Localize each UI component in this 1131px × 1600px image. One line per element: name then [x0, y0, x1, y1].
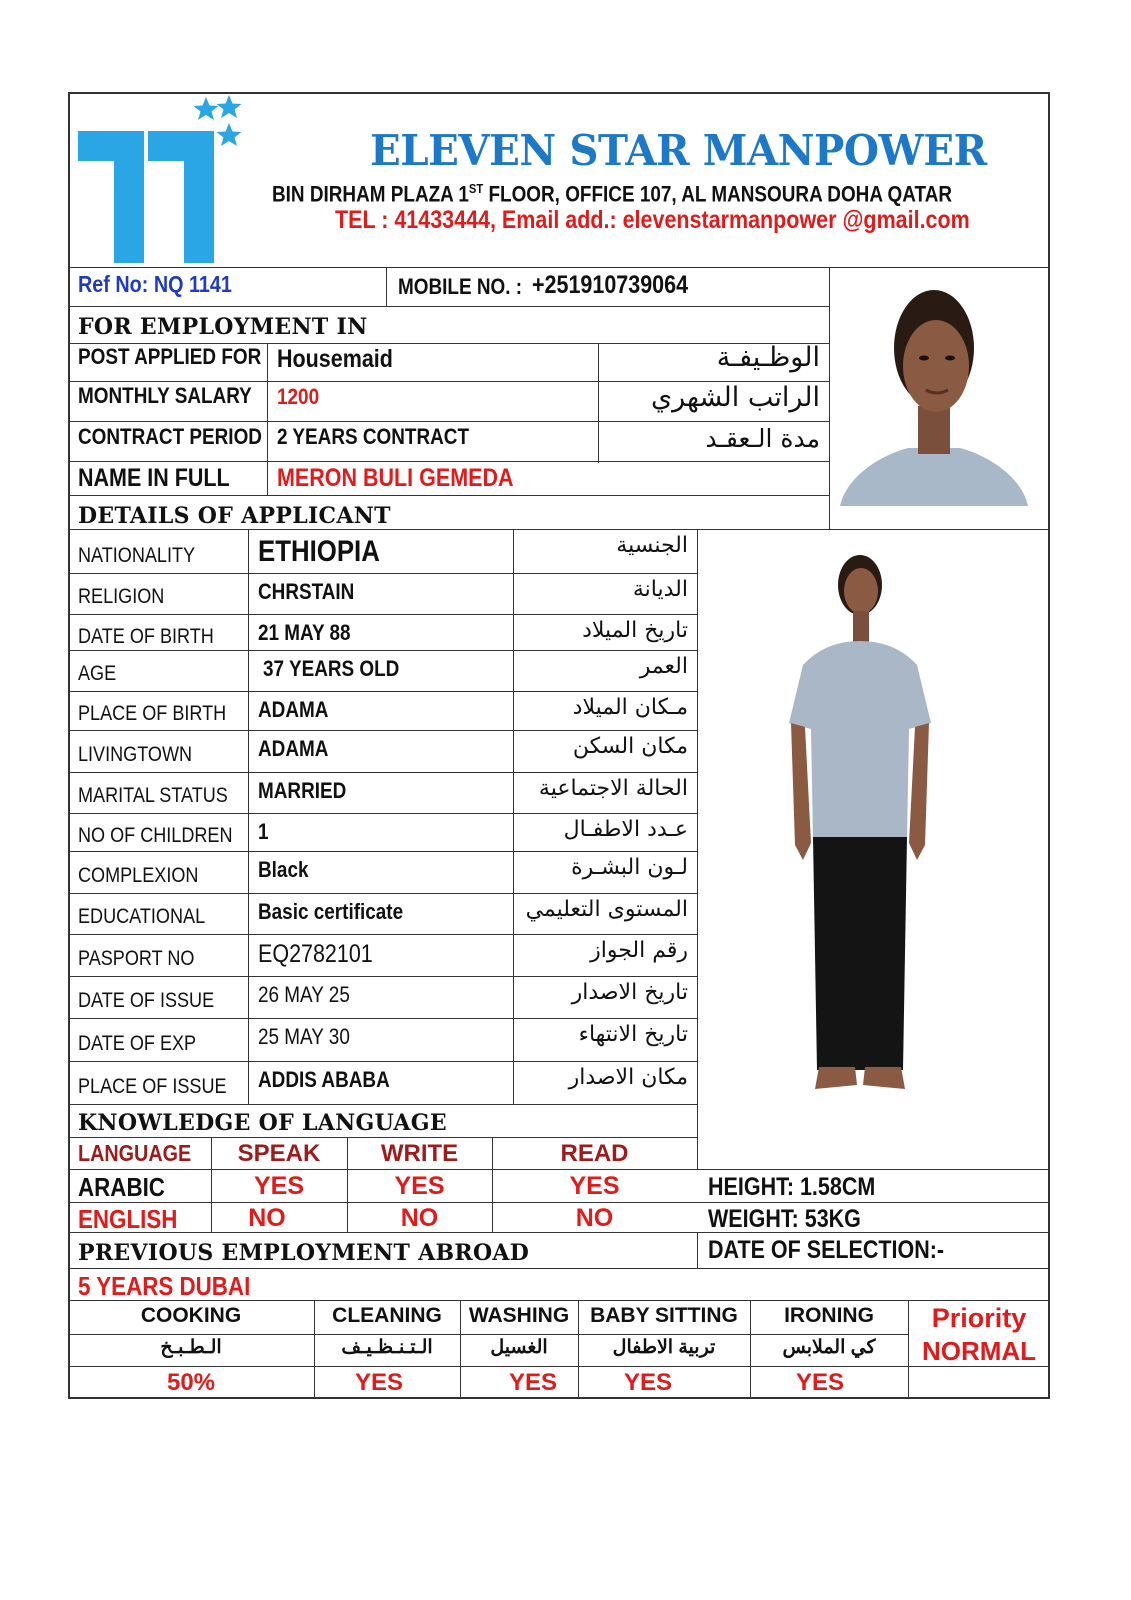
date-of-selection: DATE OF SELECTION:-: [708, 1236, 945, 1264]
address-sup: ST: [468, 181, 484, 196]
detail-children-arabic: عـدد الاطفـال: [563, 817, 688, 842]
star-icon: [194, 97, 219, 120]
height-value: HEIGHT: 1.58CM: [708, 1173, 876, 1201]
fullname-value: MERON BULI GEMEDA: [277, 464, 514, 492]
language-heading: KNOWLEDGE OF LANGUAGE: [78, 1110, 447, 1136]
company-logo: [76, 95, 246, 270]
contract-arabic: مدة الـعقـد: [705, 424, 820, 453]
address-pre: BIN DIRHAM PLAZA 1: [272, 181, 469, 207]
detail-marital-status-value: MARRIED: [258, 778, 347, 803]
detail-livingtown-value: ADAMA: [258, 736, 329, 761]
detail-date-of-issue-value: 26 MAY 25: [258, 982, 350, 1007]
skill-ironing-arabic: كي الملابس: [782, 1337, 876, 1358]
detail-place-of-birth-value: ADAMA: [258, 697, 329, 722]
contract-value: 2 YEARS CONTRACT: [277, 424, 470, 449]
lang-header-speak: SPEAK: [237, 1140, 321, 1167]
skill-cleaning-value: YES: [354, 1369, 404, 1396]
detail-complexion-label: COMPLEXION: [78, 864, 199, 887]
skill-washing-value: YES: [508, 1369, 558, 1396]
detail-place-of-issue-label: PLACE OF ISSUE: [78, 1075, 227, 1098]
detail-age-label: AGE: [78, 662, 117, 685]
previous-value: 5 YEARS DUBAI: [78, 1271, 251, 1301]
star-icon: [217, 123, 242, 146]
lang-arabic-write: YES: [394, 1172, 445, 1200]
fullname-label: NAME IN FULL: [78, 464, 230, 492]
post-label: POST APPLIED FOR: [78, 344, 262, 369]
mobile-label: MOBILE NO. :: [398, 274, 523, 299]
detail-religion-label: RELIGION: [78, 585, 165, 608]
company-name: ELEVEN STAR MANPOWER: [370, 126, 987, 175]
detail-dob-arabic: تاريخ الميلاد: [582, 618, 688, 643]
detail-place-of-birth-label: PLACE OF BIRTH: [78, 702, 227, 725]
detail-nationality-arabic: الجنسية: [616, 533, 688, 558]
lang-english: ENGLISH: [78, 1204, 178, 1234]
skill-cleaning-label: CLEANING: [332, 1304, 442, 1327]
skill-washing-label: WASHING: [468, 1304, 570, 1327]
detail-age-arabic: العمر: [639, 654, 688, 679]
skill-babysitting-arabic: تربية الاطفال: [612, 1337, 716, 1358]
detail-place-of-issue-arabic: مكان الاصدار: [568, 1065, 688, 1090]
address-post: FLOOR, OFFICE 107, AL MANSOURA DOHA QATAR: [483, 181, 953, 207]
detail-passport-value: EQ2782101: [258, 940, 373, 968]
detail-educational-value: Basic certificate: [258, 899, 404, 924]
post-value: Housemaid: [277, 345, 393, 373]
detail-date-of-exp-label: DATE OF EXP: [78, 1032, 197, 1055]
weight-value: WEIGHT: 53KG: [708, 1205, 861, 1233]
lang-header-read: READ: [560, 1140, 629, 1167]
detail-passport-arabic: رقم الجواز: [590, 938, 688, 963]
post-arabic: الوظـيفـة: [716, 342, 820, 373]
detail-children-value: 1: [258, 819, 269, 844]
skill-cleaning-arabic: الـتـنـظـيـف: [341, 1337, 433, 1358]
applicant-portrait-photo: [838, 278, 1030, 508]
logo-graphic: [76, 95, 246, 270]
detail-educational-label: EDUCATIONAL: [78, 905, 206, 928]
skill-babysitting-label: BABY SITTING: [590, 1304, 738, 1327]
skill-babysitting-value: YES: [623, 1369, 673, 1396]
priority-label: Priority: [931, 1303, 1027, 1333]
skill-ironing-label: IRONING: [784, 1304, 874, 1327]
detail-educational-arabic: المستوى التعليمي: [525, 897, 688, 922]
priority-value: NORMAL: [921, 1336, 1037, 1366]
detail-place-of-birth-arabic: مـكان الميلاد: [572, 695, 688, 720]
skill-ironing-value: YES: [795, 1369, 845, 1396]
lang-header-write: WRITE: [380, 1140, 459, 1167]
detail-date-of-exp-arabic: تاريخ الانتهاء: [578, 1022, 688, 1047]
lang-english-speak: NO: [248, 1204, 286, 1232]
salary-label: MONTHLY SALARY: [78, 383, 252, 408]
detail-passport-label: PASPORT NO: [78, 947, 195, 970]
detail-nationality-label: NATIONALITY: [78, 544, 196, 567]
skill-cooking-arabic: الـطـبـخ: [160, 1337, 222, 1358]
mobile-value: +251910739064: [532, 271, 689, 299]
detail-livingtown-arabic: مكان السكن: [572, 734, 688, 759]
salary-value: 1200: [277, 384, 320, 409]
detail-date-of-issue-label: DATE OF ISSUE: [78, 989, 215, 1012]
lang-arabic: ARABIC: [78, 1172, 165, 1202]
lang-arabic-read: YES: [569, 1172, 620, 1200]
salary-arabic: الراتب الشهري: [650, 382, 820, 413]
ref-number: Ref No: NQ 1141: [78, 271, 232, 297]
details-heading: DETAILS OF APPLICANT: [78, 503, 391, 529]
detail-age-value: 37 YEARS OLD: [263, 656, 400, 681]
star-icon: [217, 95, 242, 118]
detail-complexion-arabic: لـون البشـرة: [571, 855, 688, 880]
detail-date-of-exp-value: 25 MAY 30: [258, 1024, 350, 1049]
detail-complexion-value: Black: [258, 857, 309, 882]
detail-children-label: NO OF CHILDREN: [78, 824, 233, 847]
detail-dob-label: DATE OF BIRTH: [78, 625, 214, 648]
lang-arabic-speak: YES: [253, 1172, 305, 1200]
detail-dob-value: 21 MAY 88: [258, 620, 351, 645]
lang-english-read: NO: [575, 1204, 614, 1232]
detail-marital-status-arabic: الحالة الاجتماعية: [538, 776, 688, 801]
detail-nationality-value: ETHIOPIA: [258, 535, 380, 568]
lang-header-language: LANGUAGE: [78, 1140, 192, 1166]
contract-label: CONTRACT PERIOD: [78, 424, 262, 449]
detail-date-of-issue-arabic: تاريخ الاصدار: [571, 980, 688, 1005]
skill-cooking-label: COOKING: [140, 1304, 242, 1327]
applicant-full-body-photo: [775, 555, 945, 1095]
detail-place-of-issue-value: ADDIS ABABA: [258, 1067, 390, 1092]
detail-livingtown-label: LIVINGTOWN: [78, 743, 193, 766]
lang-english-write: NO: [400, 1204, 439, 1232]
skill-cooking-value: 50%: [166, 1369, 216, 1396]
detail-religion-value: CHRSTAIN: [258, 579, 355, 604]
company-address: [272, 182, 952, 205]
detail-religion-arabic: الديانة: [632, 577, 688, 602]
previous-heading: PREVIOUS EMPLOYMENT ABROAD: [78, 1240, 530, 1266]
employment-heading: FOR EMPLOYMENT IN: [78, 314, 368, 340]
skill-washing-arabic: الغسيل: [490, 1337, 548, 1358]
company-contact: TEL : 41433444, Email add.: elevenstarmanpower @gmail.com: [335, 206, 970, 234]
detail-marital-status-label: MARITAL STATUS: [78, 784, 228, 807]
